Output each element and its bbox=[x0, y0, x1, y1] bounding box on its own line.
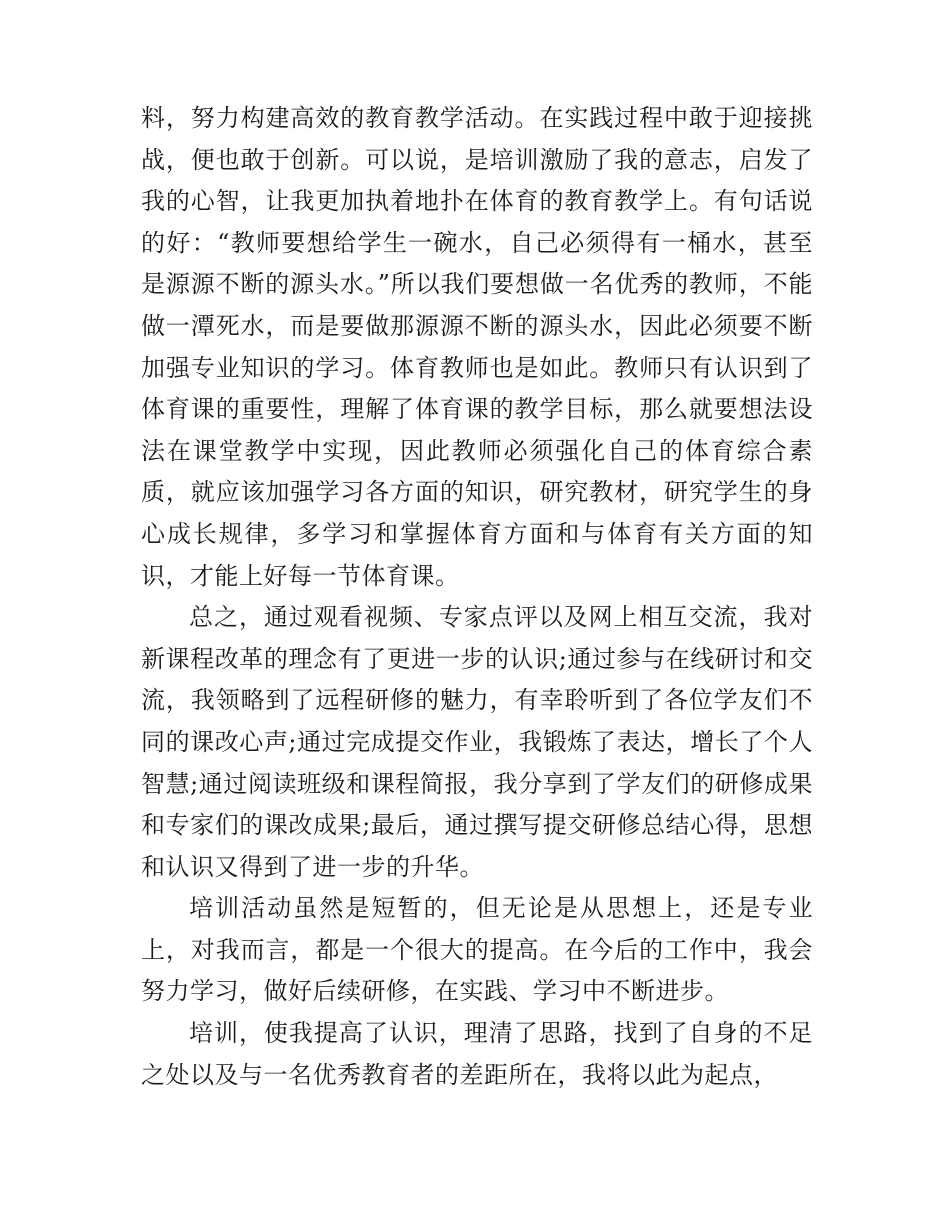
paragraph-summary: 总之，通过观看视频、专家点评以及网上相互交流，我对新课程改革的理念有了更进一步的认识;通过参与在线研讨和交流，我领略到了远程研修的魅力，有幸聆听到了各位学友们不同的课改心声;通过完成提交作业，我锻炼了表达，增长了个人智慧;通过阅读班级和课程简报，我分享到了学友们的研修成果和专家们的课改成果;最后，通过撰写提交研修总结心得，思想和认识又得到了进一步的升华。 bbox=[141, 603, 813, 881]
document-body bbox=[141, 98, 813, 1096]
paragraph-training-short: 培训活动虽然是短暂的，但无论是从思想上，还是专业上，对我而言，都是一个很大的提高。在今后的工作中，我会努力学习，做好后续研修，在实践、学习中不断进步。 bbox=[141, 894, 813, 1006]
paragraph-continuation: 料，努力构建高效的教育教学活动。在实践过程中敢于迎接挑战，便也敢于创新。可以说，是培训激励了我的意志，启发了我的心智，让我更加执着地扑在体育的教育教学上。有句话说的好：“教师要想给学生一碗水，自己必须得有一桶水，甚至是源源不断的源头水。”所以我们要想做一名优秀的教师，不能做一潭死水，而是要做那源源不断的源头水，因此必须要不断加强专业知识的学习。体育教师也是如此。教师只有认识到了体育课的重要性，理解了体育课的教学目标，那么就要想法设法在课堂教学中实现，因此教师必须强化自己的体育综合素质，就应该加强学习各方面的知识，研究教材，研究学生的身心成长规律，多学习和掌握体育方面和与体育有关方面的知识，才能上好每一节体育课。 bbox=[141, 104, 813, 590]
paragraph-training-improvement: 培训，使我提高了认识，理清了思路，找到了自身的不足之处以及与一名优秀教育者的差距所在，我将以此为起点， bbox=[141, 1019, 813, 1089]
